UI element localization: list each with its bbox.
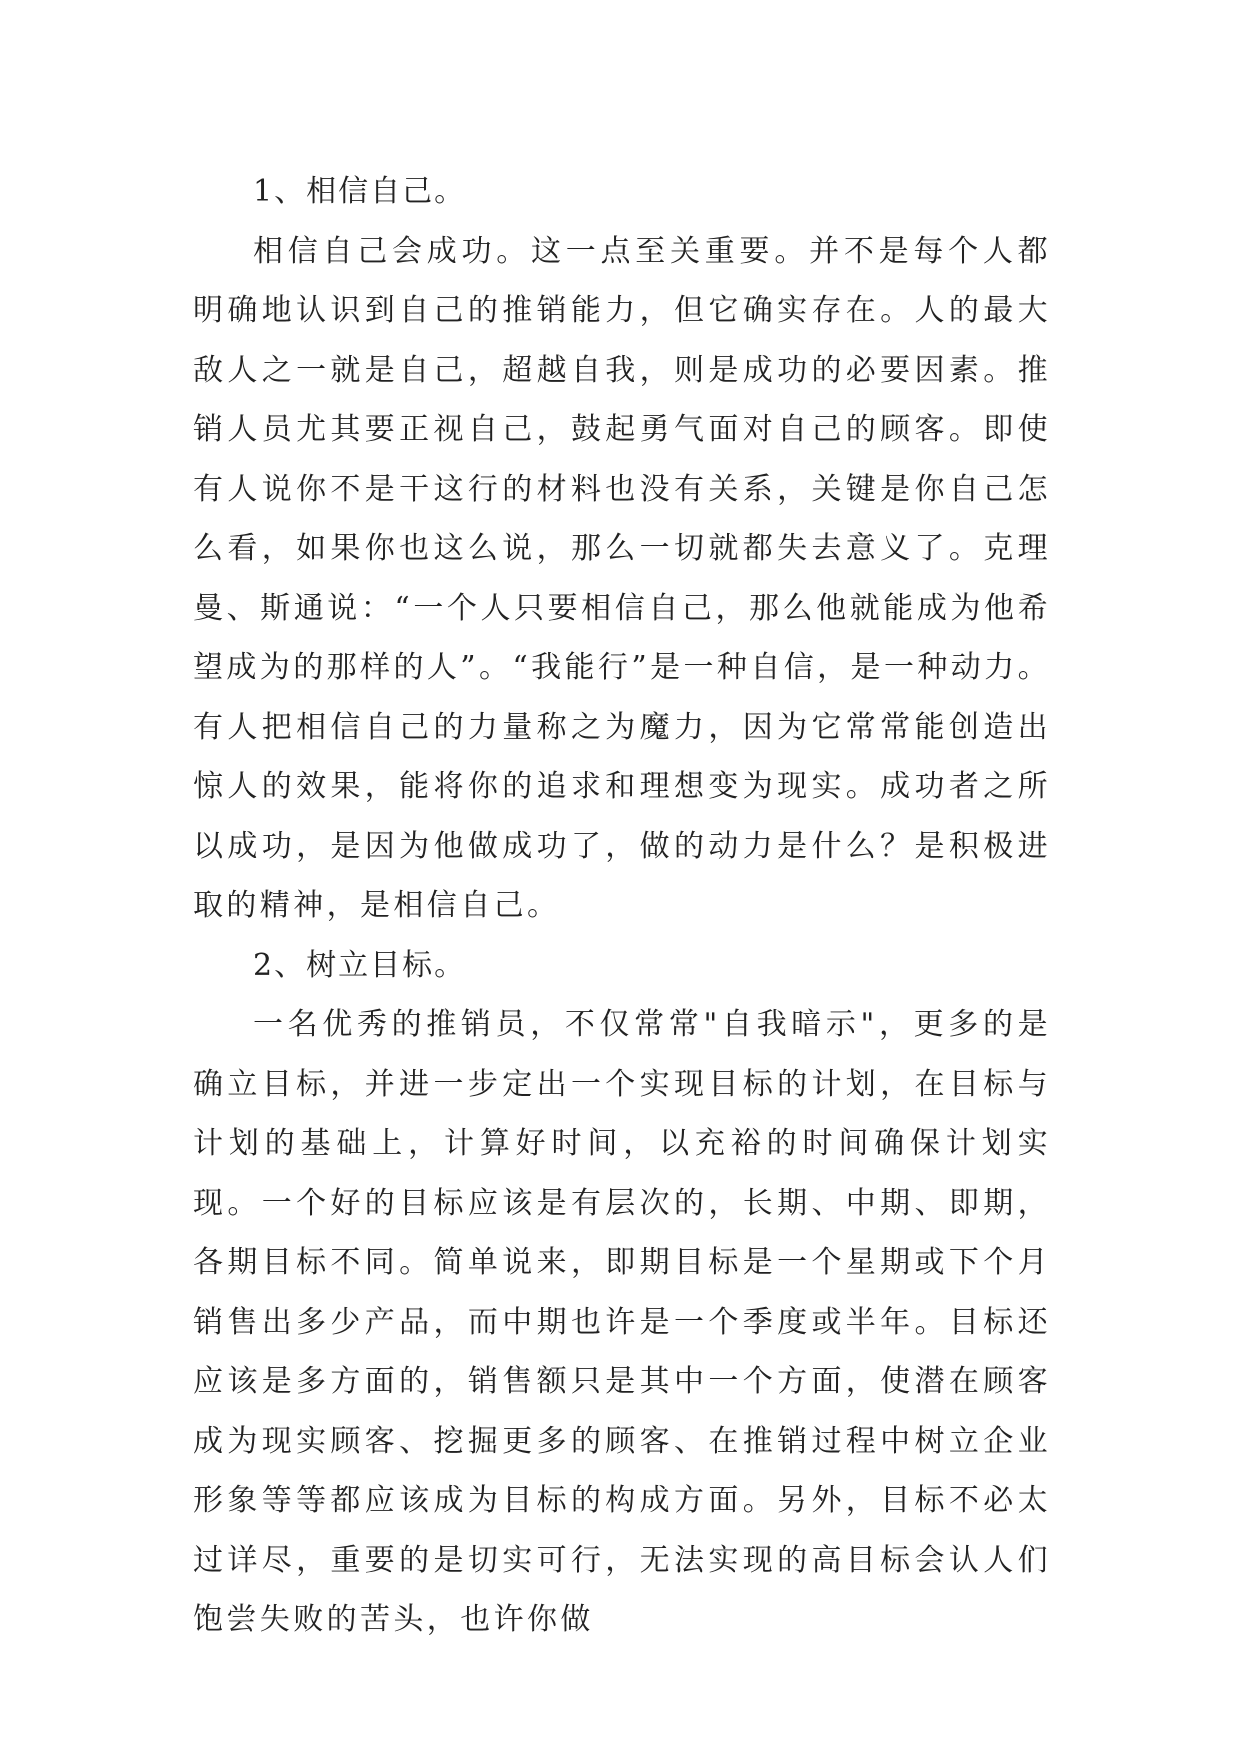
document-body [193,162,1051,1650]
section-paragraph-believe-yourself: 相信自己会成功。这一点至关重要。并不是每个人都明确地认识到自己的推销能力，但它确实存在。人的最大敌人之一就是自己，超越自我，则是成功的必要因素。推销人员尤其要正视自己，鼓起勇气面对自己的顾客。即使有人说你不是干这行的材料也没有关系，关键是你自己怎么看，如果你也这么说，那么一切就都失去意义了。克理曼、斯通说：“一个人只要相信自己，那么他就能成为他希望成为的那样的人”。“我能行”是一种自信，是一种动力。有人把相信自己的力量称之为魔力，因为它常常能创造出惊人的效果，能将你的追求和理想变为现实。成功者之所以成功，是因为他做成功了，做的动力是什么？是积极进取的精神，是相信自己。 [193,233,1051,923]
section-paragraph-set-goals: 一名优秀的推销员，不仅常常"自我暗示"，更多的是确立目标，并进一步定出一个实现目标的计划，在目标与计划的基础上，计算好时间，以充裕的时间确保计划实现。一个好的目标应该是有层次的，长期、中期、即期，各期目标不同。简单说来，即期目标是一个星期或下个月销售出多少产品，而中期也许是一个季度或半年。目标还应该是多方面的，销售额只是其中一个方面，使潜在顾客成为现实顾客、挖掘更多的顾客、在推销过程中树立企业形象等等都应该成为目标的构成方面。另外，目标不必太过详尽，重要的是切实可行，无法实现的高目标会认人们饱尝失败的苦头，也许你做 [193,1007,1051,1637]
section-heading-set-goals: 2、树立目标。 [253,947,467,983]
section-heading-believe-yourself: 1、相信自己。 [253,174,467,209]
